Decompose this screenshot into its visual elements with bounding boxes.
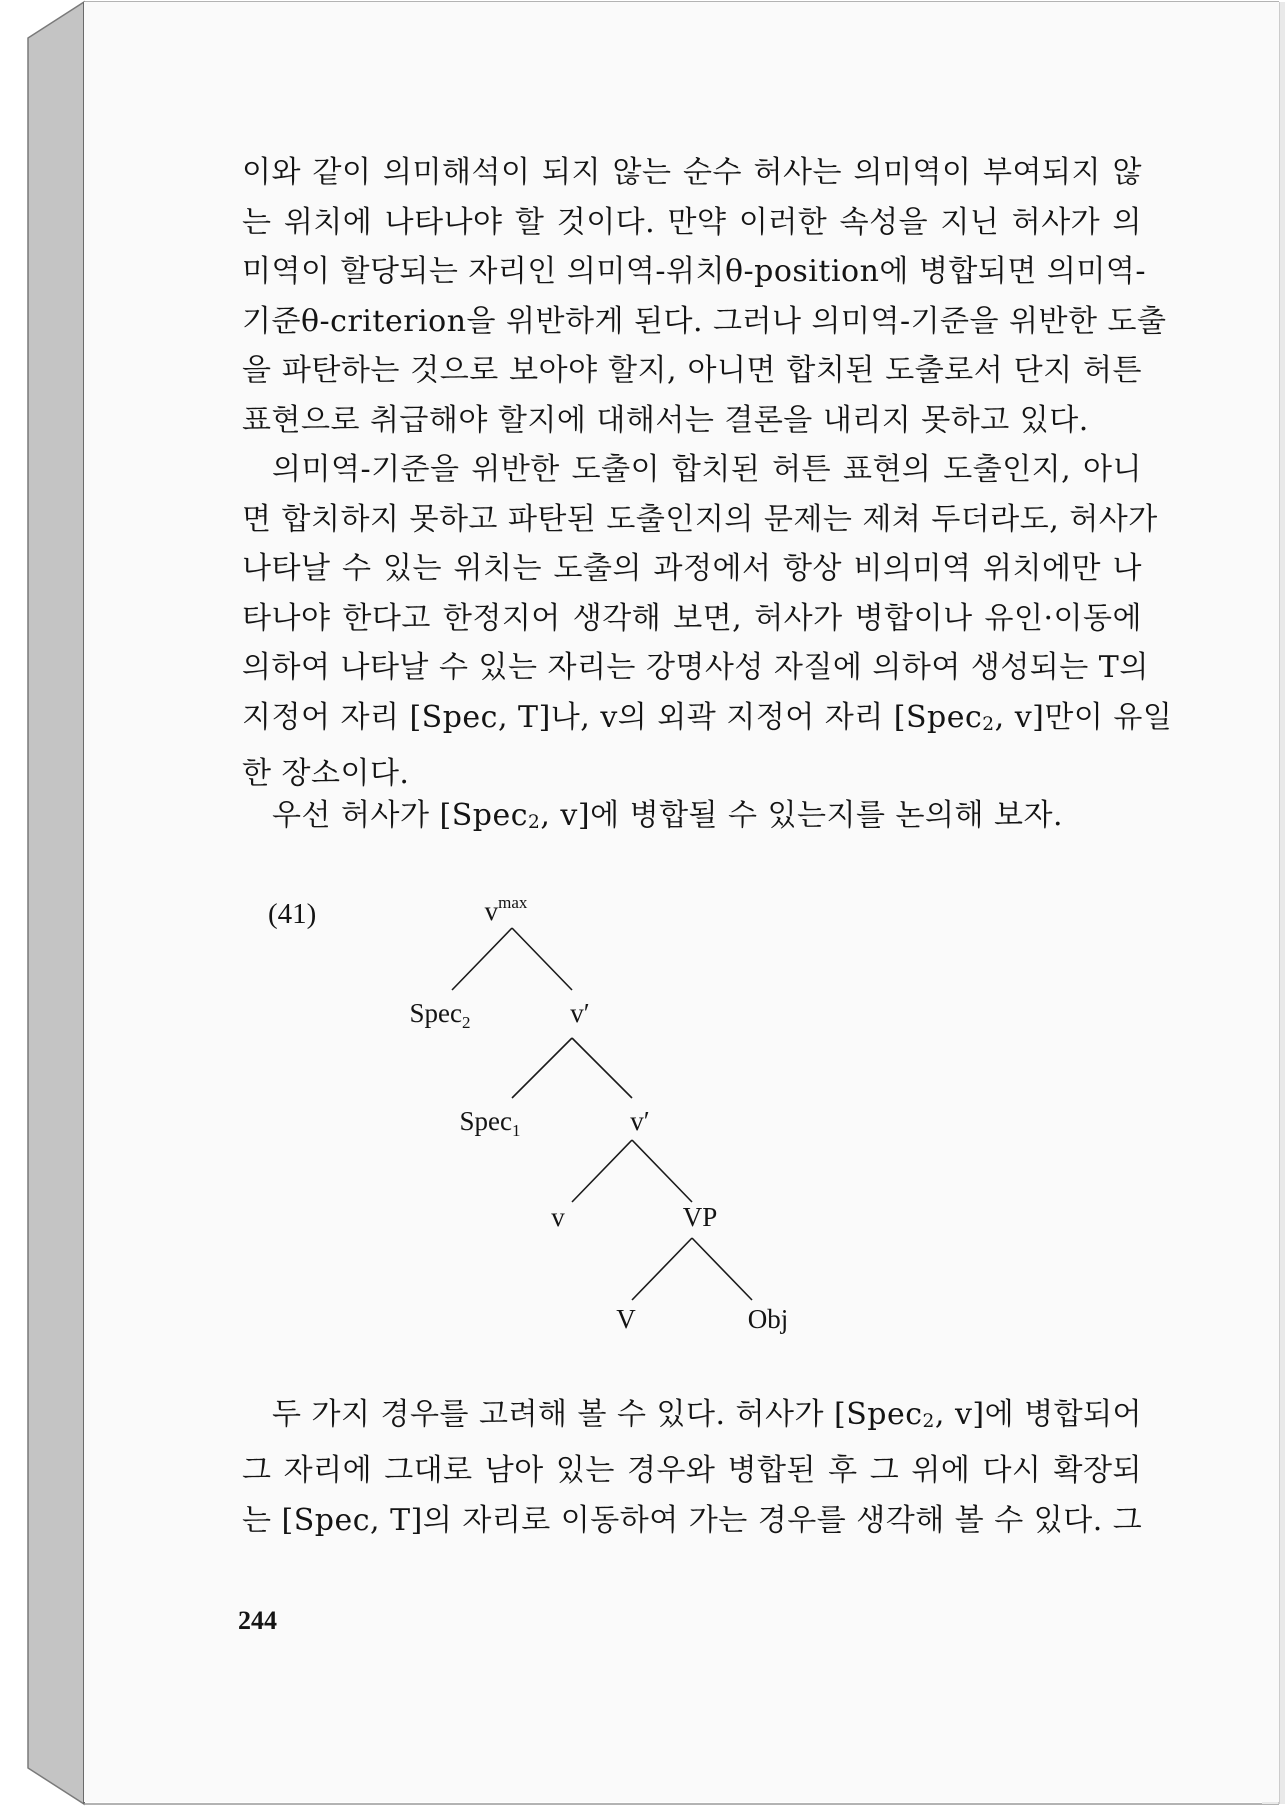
tree-branch [512, 1038, 572, 1098]
tree-node-vp: VP [682, 1202, 718, 1232]
paragraph-4 [242, 1390, 1142, 1545]
paragraph-4-line: 그 자리에 그대로 남아 있는 경우와 병합된 후 그 위에 다시 확장되 [242, 1453, 1142, 1489]
paragraph-1-line: 미역이 할당되는 자리인 의미역-위치θ-position에 병합되면 의미역- [242, 254, 1146, 289]
tree-branch [572, 1038, 632, 1098]
paragraph-1-line: 을 파탄하는 것으로 보아야 할지, 아니면 합치된 도출로서 단지 허튼 [242, 353, 1142, 388]
paragraph-2-line: 지정어 자리 [Spec, T]나, v의 외곽 지정어 자리 [Spec$_2$, v]만이 유일 [242, 699, 1173, 735]
tree-node-vbar-1: v′ [570, 998, 590, 1028]
paragraph-2-line: 의하여 나타날 수 있는 자리는 강명사성 자질에 의하여 생성되는 T의 [242, 650, 1149, 685]
paragraph-4-line: 는 [Spec, T]의 자리로 이동하여 가는 경우를 생각해 볼 수 있다. 그 [242, 1502, 1143, 1538]
tree-node-spec2: Spec$_2$ [409, 998, 471, 1032]
example-number: (41) [268, 898, 317, 930]
page-number: 244 [238, 1606, 277, 1635]
paragraph-4-line: 두 가지 경우를 고려해 볼 수 있다. 허사가 [Spec$_2$, v]에 병합되어 [272, 1397, 1143, 1432]
tree-branch [692, 1238, 752, 1300]
paragraph-1-line: 기준θ-criterion을 위반하게 된다. 그러나 의미역-기준을 위반한 도출 [242, 303, 1167, 339]
paragraph-1 [242, 148, 1167, 445]
syntax-tree-diagram [380, 886, 840, 1346]
tree-node-v: v [551, 1202, 565, 1232]
paragraph-1-line: 는 위치에 나타나야 할 것이다. 만약 이러한 속성을 지닌 허사가 의 [242, 204, 1142, 240]
paragraph-2-line: 의미역-기준을 위반한 도출이 합치된 허튼 표현의 도출인지, 아니 [272, 452, 1142, 487]
tree-node-vbar-2: v′ [630, 1106, 650, 1136]
tree-branch [632, 1140, 692, 1202]
paragraph-3 [242, 791, 1142, 847]
paragraph-2 [242, 445, 1173, 798]
tree-branch [632, 1238, 692, 1300]
tree-node-vmax: $v^{max}$ [484, 893, 528, 926]
paragraph-2-line: 나타날 수 있는 위치는 도출의 과정에서 항상 비의미역 위치에만 나 [242, 551, 1142, 586]
tree-branch [512, 928, 572, 990]
tree-node-V: V [616, 1304, 636, 1334]
tree-branch [452, 928, 512, 990]
paragraph-2-line: 면 합치하지 못하고 파탄된 도출인지의 문제는 제쳐 두더라도, 허사가 [242, 501, 1158, 537]
paragraph-1-line: 이와 같이 의미해석이 되지 않는 순수 허사는 의미역이 부여되지 않 [242, 155, 1142, 190]
paragraph-1-line: 표현으로 취급해야 할지에 대해서는 결론을 내리지 못하고 있다. [242, 402, 1089, 438]
paragraph-2-line: 한 장소이다. [242, 755, 410, 791]
tree-node-obj: Obj [747, 1304, 789, 1334]
tree-node-spec1: Spec$_1$ [459, 1106, 521, 1140]
paragraph-2-line: 타나야 한다고 한정지어 생각해 보면, 허사가 병합이나 유인·이동에 [242, 600, 1142, 636]
tree-branch [572, 1140, 632, 1202]
paragraph-3-line: 우선 허사가 [Spec$_2$, v]에 병합될 수 있는지를 논의해 보자. [272, 798, 1064, 833]
